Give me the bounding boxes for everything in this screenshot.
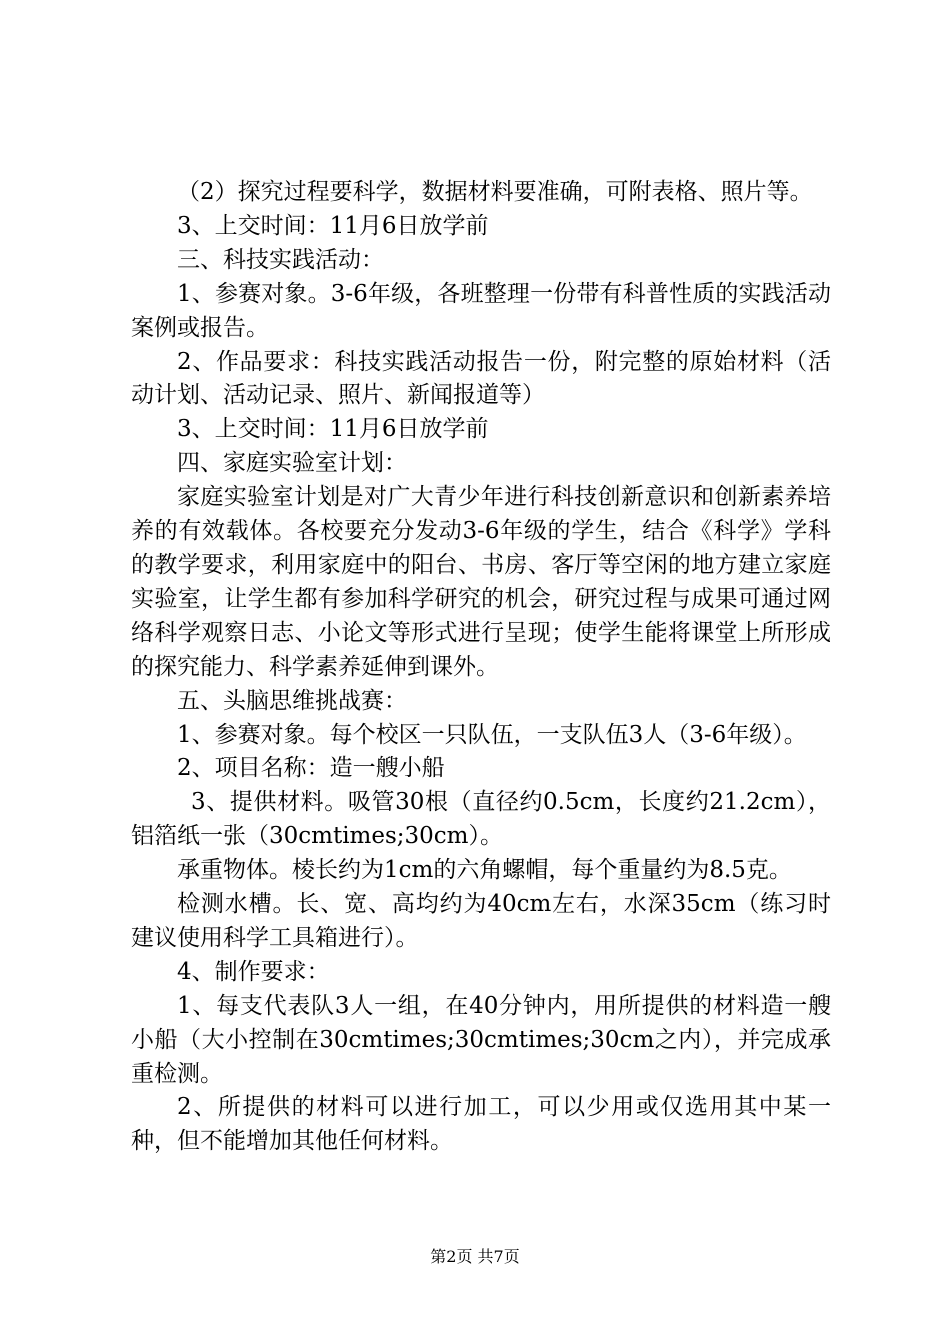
paragraph: 1、参赛对象。3-6年级，各班整理一份带有科普性质的实践活动案例或报告。	[131, 280, 831, 341]
paragraph: 1、参赛对象。每个校区一只队伍，一支队伍3人（3-6年级）。	[177, 721, 807, 748]
paragraph: 2、项目名称：造一艘小船	[177, 755, 445, 782]
paragraph: 检测水槽。长、宽、高均约为40cm左右，水深35cm（练习时建议使用科学工具箱进行）。	[131, 891, 831, 951]
paragraph: 1、每支代表队3人一组，在40分钟内，用所提供的材料造一艘小船（大小控制在30cmtimes;30cmtimes;30cm之内），并完成承重检测。	[131, 992, 831, 1087]
paragraph: 3、提供材料。吸管30根（直径约0.5cm，长度约21.2cm），铝箔纸一张（30cmtimes;30cm）。	[131, 789, 831, 850]
paragraph: 2、作品要求：科技实践活动报告一份，附完整的原始材料（活动计划、活动记录、照片、新闻报道等）	[131, 348, 831, 409]
section-heading: 五、头脑思维挑战赛：	[177, 687, 407, 714]
paragraph: （2）探究过程要科学，数据材料要准确，可附表格、照片等。	[177, 179, 813, 205]
section-heading: 四、家庭实验室计划：	[177, 450, 407, 477]
section-heading: 三、科技实践活动：	[177, 246, 384, 273]
paragraph: 3、上交时间：11月6日放学前	[177, 416, 489, 443]
page-footer: 第2页 共7页	[430, 1247, 520, 1266]
paragraph: 3、上交时间：11月6日放学前	[177, 212, 489, 239]
paragraph: 4、制作要求：	[177, 958, 330, 985]
paragraph: 承重物体。棱长约为1cm的六角螺帽，每个重量约为8.5克。	[177, 857, 792, 884]
paragraph: 家庭实验室计划是对广大青少年进行科技创新意识和创新素养培养的有效载体。各校要充分发动3-6年级的学生，结合《科学》学科的教学要求，利用家庭中的阳台、书房、客厅等空闲的地方建立家庭实验室，让学生都有参加科学研究的机会，研究过程与成果可通过网络科学观察日志、小论文等形式进行呈现；使学生能将课堂上所形成的探究能力、科学素养延伸到课外。	[131, 484, 831, 680]
document-body	[131, 176, 831, 1159]
paragraph: 2、所提供的材料可以进行加工，可以少用或仅选用其中某一种，但不能增加其他任何材料。	[131, 1094, 831, 1155]
